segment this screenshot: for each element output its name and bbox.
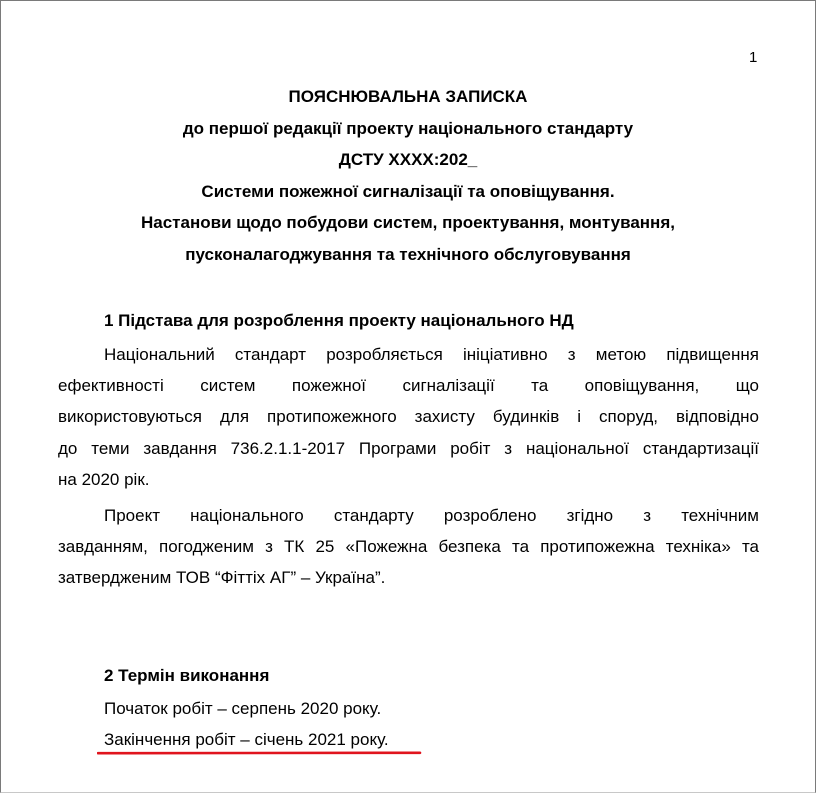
red-underline-annotation bbox=[97, 750, 422, 756]
title-line-3: ДСТУ ХХХХ:202_ bbox=[338, 150, 478, 169]
paragraph-1-line-2: ефективності систем пожежної сигналізації та оповіщування, що bbox=[58, 376, 759, 396]
document-title bbox=[60, 84, 756, 273]
title-line-5: Настанови щодо побудови систем, проектування, монтування, bbox=[141, 213, 675, 232]
section-1-heading: 1 Підстава для розроблення проекту національного НД bbox=[104, 311, 574, 330]
red-underline-stroke bbox=[98, 752, 420, 753]
section-1-paragraph-2 bbox=[58, 500, 759, 594]
work-end-line: Закінчення робіт – січень 2021 року. bbox=[104, 730, 389, 749]
page-number: 1 bbox=[749, 49, 758, 66]
title-line-6: пусконалагоджування та технічного обслуговування bbox=[185, 244, 631, 264]
section-1-paragraph-1 bbox=[58, 339, 759, 495]
paragraph-2-line-3: затвердженим ТОВ “Фіттіх АГ” – Україна”. bbox=[58, 568, 386, 588]
paragraph-2-line-1: Проект національного стандарту розроблено згідно з технічним bbox=[104, 506, 759, 525]
paragraph-1-line-4: до теми завдання 736.2.1.1-2017 Програми робіт з національної стандартизації bbox=[58, 438, 759, 458]
paragraph-2-line-2: завданням, погодженим з ТК 25 «Пожежна безпека та протипожежна техніка» та bbox=[58, 537, 759, 557]
section-2-heading: 2 Термін виконання bbox=[104, 666, 270, 685]
paragraph-1-line-5: на 2020 рік. bbox=[58, 469, 150, 489]
title-line-2: до першої редакції проекту національного стандарту bbox=[182, 118, 634, 138]
paragraph-1-line-3: використовуються для протипожежного захисту будинків і споруд, відповідно bbox=[58, 407, 759, 427]
paragraph-1-line-1: Національний стандарт розробляється ініціативно з метою підвищення bbox=[104, 345, 759, 364]
work-start-line: Початок робіт – серпень 2020 року. bbox=[104, 699, 382, 718]
title-line-1: ПОЯСНЮВАЛЬНА ЗАПИСКА bbox=[288, 87, 528, 106]
title-line-4: Системи пожежної сигналізації та оповіщування. bbox=[201, 181, 615, 201]
